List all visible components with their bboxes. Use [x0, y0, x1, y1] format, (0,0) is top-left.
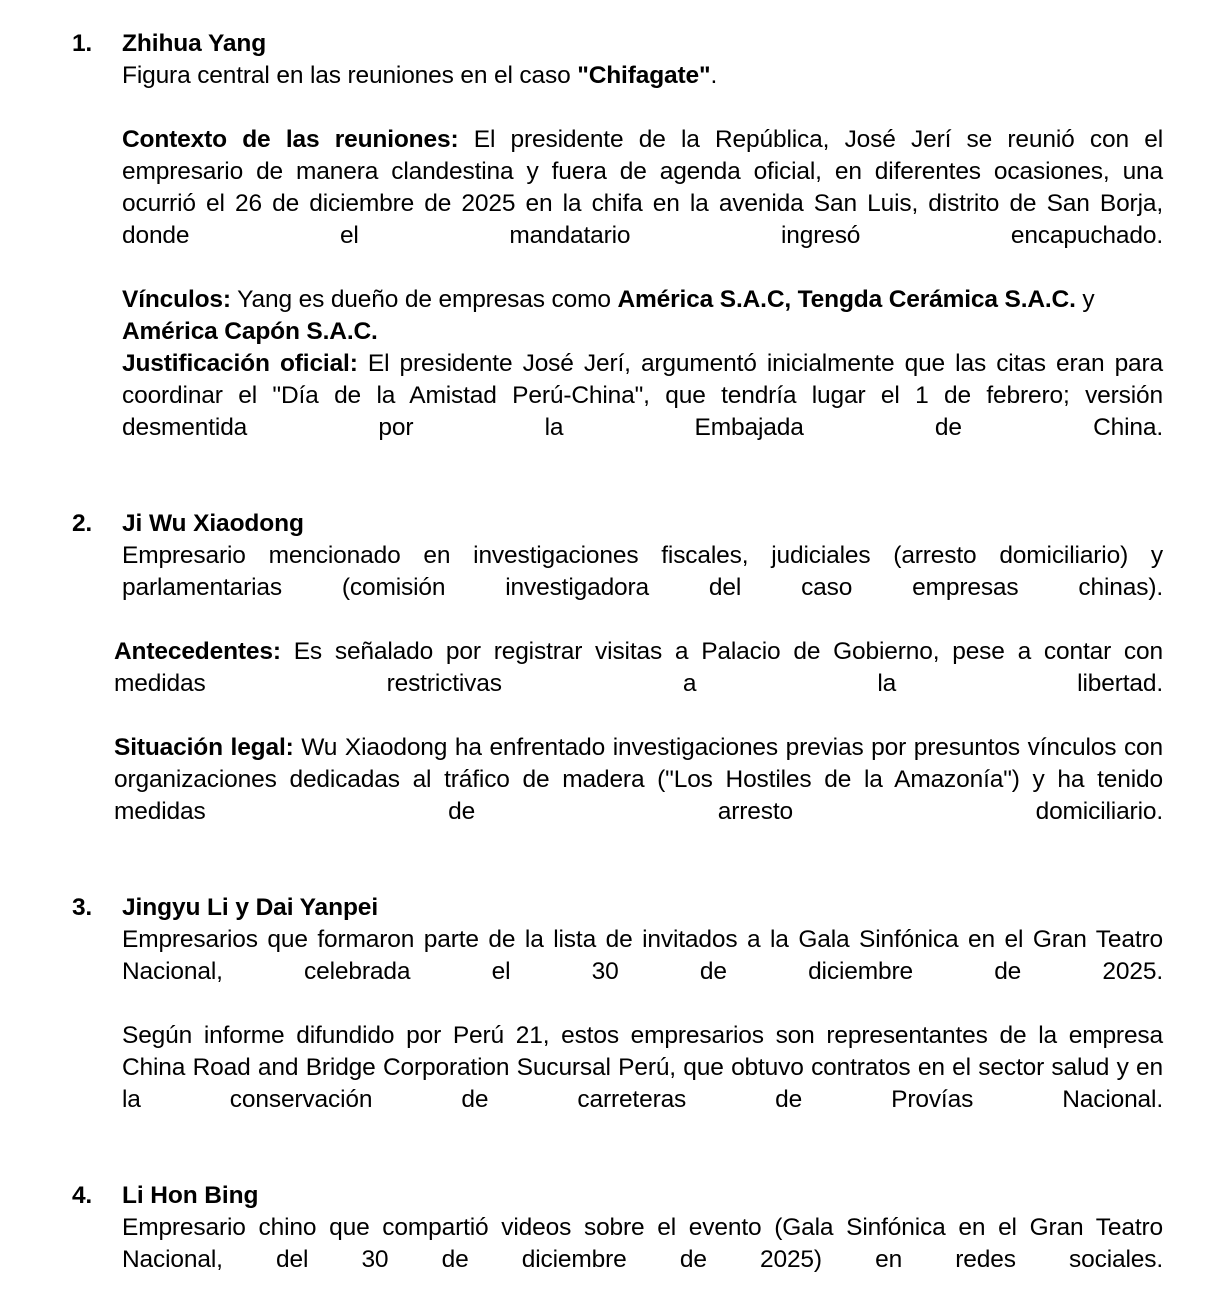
numbered-list: [72, 28, 1163, 1308]
intro-paragraph: [122, 1212, 1163, 1308]
text-run: Yang es dueño de empresas como: [230, 286, 618, 313]
text-run: Figura central en las reuniones en el caso: [122, 62, 578, 89]
list-item-number: 3.: [72, 894, 93, 921]
list-item: [72, 892, 1163, 1148]
list-item: [72, 508, 1163, 860]
text-run: Empresario mencionado en investigaciones fiscales, judiciales (arresto domiciliario) y parlamentarias (comisión investigadora del caso empresas chinas).: [122, 542, 1163, 601]
item-spacer: [72, 476, 1163, 508]
text-run: Es señalado por registrar visitas a Palacio de Gobierno, pese a contar con medidas restrictivas a la libertad.: [114, 638, 1163, 697]
bold-text-run: Justificación oficial:: [122, 350, 358, 377]
bold-text-run: Situación legal:: [114, 734, 294, 761]
bold-text-run: Contexto de las reuniones:: [122, 126, 459, 153]
bold-text-run: Vínculos:: [122, 286, 231, 313]
text-run: Empresarios que formaron parte de la lista de invitados a la Gala Sinfónica en el Gran Teatro Nacional, celebrada el 30 de diciembre de 2025.: [122, 926, 1163, 985]
list-item-title: Zhihua Yang: [122, 30, 267, 57]
text-run: .: [710, 62, 718, 89]
list-item-title: Jingyu Li y Dai Yanpei: [122, 894, 379, 921]
text-run: y: [1075, 286, 1095, 313]
list-item: [72, 28, 1163, 476]
informe-paragraph: [122, 1020, 1163, 1148]
list-item-title: Li Hon Bing: [122, 1182, 259, 1209]
item-spacer: [72, 860, 1163, 892]
vinculos-paragraph: [122, 284, 1163, 348]
text-run: Wu Xiaodong ha enfrentado investigaciones previas por presuntos vínculos con organizaciones dedicadas al tráfico de madera ("Los Hostiles de la Amazonía") y ha tenido medidas de arresto domiciliario.: [114, 734, 1163, 825]
situacion-legal-paragraph: [114, 732, 1163, 860]
list-item-number: 2.: [72, 510, 93, 537]
text-run: Según informe difundido por Perú 21, estos empresarios son representantes de la empresa China Road and Bridge Corporation Sucursal Perú, que obtuvo contratos en el sector salud y en la conservación de carreteras de Provías Nacional.: [122, 1022, 1163, 1113]
intro-paragraph: [122, 540, 1163, 636]
list-item-title: Ji Wu Xiaodong: [122, 510, 304, 537]
list-item-number: 4.: [72, 1182, 93, 1209]
bold-text-run: América Capón S.A.C.: [122, 318, 378, 345]
text-run: El presidente José Jerí, argumentó inicialmente que las citas eran para coordinar el "Día de la Amistad Perú-China", que tendría lugar el 1 de febrero; versión desmentida por la Embajada de China.: [122, 350, 1164, 441]
blank-line: [122, 92, 1163, 124]
item-spacer: [72, 1148, 1163, 1180]
contexto-paragraph: [122, 124, 1163, 284]
text-run: Empresario chino que compartió videos sobre el evento (Gala Sinfónica en el Gran Teatro Nacional, del 30 de diciembre de 2025) en redes sociales.: [122, 1214, 1163, 1273]
list-item-number: 1.: [72, 30, 93, 57]
intro-paragraph: [122, 60, 1163, 92]
justificacion-paragraph: [122, 348, 1163, 476]
bold-text-run: América S.A.C, Tengda Cerámica S.A.C.: [617, 286, 1076, 313]
intro-paragraph: [122, 924, 1163, 1020]
bold-text-run: "Chifagate": [577, 62, 711, 89]
bold-text-run: Antecedentes:: [114, 638, 281, 665]
antecedentes-paragraph: [114, 636, 1163, 732]
list-item: [72, 1180, 1163, 1308]
text-run: El presidente de la República, José Jerí se reunió con el empresario de manera clandestina y fuera de agenda oficial, en diferentes ocasiones, una ocurrió el 26 de diciembre de 2025 en la chifa en la avenida San Luis, distrito de San Borja, donde el mandatario ingresó encapuchado.: [122, 126, 1163, 249]
